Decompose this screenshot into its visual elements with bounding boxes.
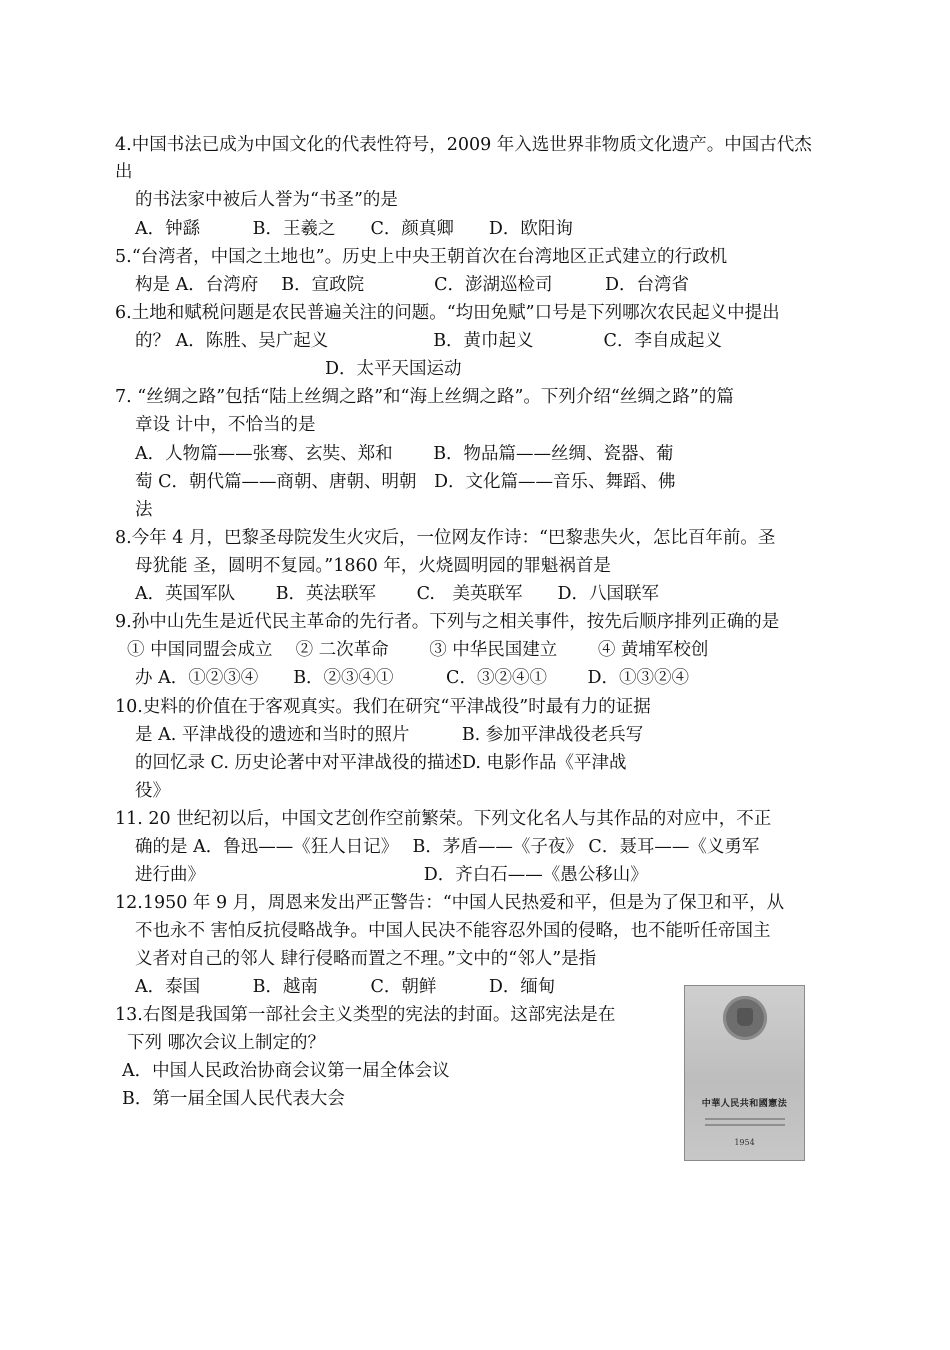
q7-line3: A．人物篇——张骞、玄奘、郑和 B．物品篇——丝绸、瓷器、葡 — [135, 444, 674, 464]
q4-line1: 4.中国书法已成为中国文化的代表性符号，2009 年入选世界非物质文化遗产。中国古代杰 — [115, 135, 812, 155]
q4-line2: 出 — [115, 162, 133, 182]
q10-line2: 是 A. 平津战役的遗迹和当时的照片 B. 参加平津战役老兵写 — [135, 725, 644, 745]
q7-line1: 7. “丝绸之路”包括“陆上丝绸之路”和“海上丝绸之路”。下列介绍“丝绸之路”的篇 — [115, 387, 734, 407]
q10-line3: 的回忆录 C. 历史论著中对平津战役的描述D. 电影作品《平津战 — [135, 753, 627, 773]
q6-line1: 6.土地和赋税问题是农民普遍关注的问题。“均田免赋”口号是下列哪次农民起义中提出 — [115, 303, 780, 323]
q8-options: A．英国军队 B．英法联军 C. 美英联军 D．八国联军 — [135, 584, 659, 604]
cover-fine-print-line — [705, 1124, 785, 1126]
q10-line4: 役》 — [135, 781, 170, 801]
q6-line3: D．太平天国运动 — [325, 359, 462, 379]
q13-optionA: A．中国人民政治协商会议第一届全体会议 — [122, 1061, 450, 1081]
q7-line5: 法 — [135, 500, 153, 520]
q4-options: A．钟繇 B．王羲之 C．颜真卿 D．欧阳询 — [135, 219, 573, 239]
q7-line2: 章设 计中，不恰当的是 — [135, 415, 316, 435]
q5-line1: 5.“台湾者，中国之土地也”。历史上中央王朝首次在台湾地区正式建立的行政机 — [115, 247, 728, 267]
q12-line1: 12.1950 年 9 月，周恩来发出严正警告：“中国人民热爱和平，但是为了保卫和平，从 — [115, 893, 785, 913]
national-emblem-icon — [723, 996, 767, 1040]
q12-options: A．泰国 B．越南 C．朝鲜 D．缅甸 — [135, 977, 556, 997]
q13-line2: 下列 哪次会议上制定的？ — [127, 1033, 326, 1053]
q11-line3: 进行曲》 D．齐白石——《愚公移山》 — [135, 865, 648, 885]
q9-line3: 办 A．①②③④ B．②③④① C．③②④① D．①③②④ — [135, 668, 690, 688]
q13-line1: 13.右图是我国第一部社会主义类型的宪法的封面。这部宪法是在 — [115, 1005, 616, 1025]
q10-line1: 10.史料的价值在于客观真实。我们在研究“平津战役”时最有力的证据 — [115, 697, 651, 717]
q7-line4: 萄 C．朝代篇——商朝、唐朝、明朝 D．文化篇——音乐、舞蹈、佛 — [135, 472, 676, 492]
q8-line2: 母犹能 圣，圆明不复园。”1860 年，火烧圆明园的罪魁祸首是 — [135, 556, 611, 576]
q9-line1: 9.孙中山先生是近代民主革命的先行者。下列与之相关事件，按先后顺序排列正确的是 — [115, 612, 780, 632]
q5-line2: 构是 A．台湾府 B．宣政院 C．澎湖巡检司 D．台湾省 — [135, 275, 690, 295]
cover-fine-print-line — [705, 1118, 785, 1120]
q13-optionB: B．第一届全国人民代表大会 — [122, 1089, 345, 1109]
q12-line3: 义者对自己的邻人 肆行侵略而置之不理。”文中的“邻人”是指 — [135, 949, 597, 969]
q8-line1: 8.今年 4 月，巴黎圣母院发生火灾后，一位网友作诗：“巴黎悲失火，怎比百年前。圣 — [115, 528, 776, 548]
cover-title: 中華人民共和國憲法 — [701, 1099, 788, 1109]
q12-line2: 不也永不 害怕反抗侵略战争。中国人民决不能容忍外国的侵略，也不能听任帝国主 — [135, 921, 771, 941]
cover-year: 1954 — [734, 1138, 755, 1147]
constitution-cover-image — [684, 985, 805, 1161]
q6-line2: 的？ A．陈胜、吴广起义 B．黄巾起义 C．李自成起义 — [135, 331, 722, 351]
q11-line2: 确的是 A．鲁迅——《狂人日记》 B．茅盾——《子夜》 C．聂耳——《义勇军 — [135, 837, 760, 857]
q11-line1: 11. 20 世纪初以后，中国文艺创作空前繁荣。下列文化名人与其作品的对应中，不正 — [115, 809, 772, 829]
q9-line2: ① 中国同盟会成立 ② 二次革命 ③ 中华民国建立 ④ 黄埔军校创 — [127, 640, 709, 660]
q4-line3: 的书法家中被后人誉为“书圣”的是 — [135, 190, 398, 210]
